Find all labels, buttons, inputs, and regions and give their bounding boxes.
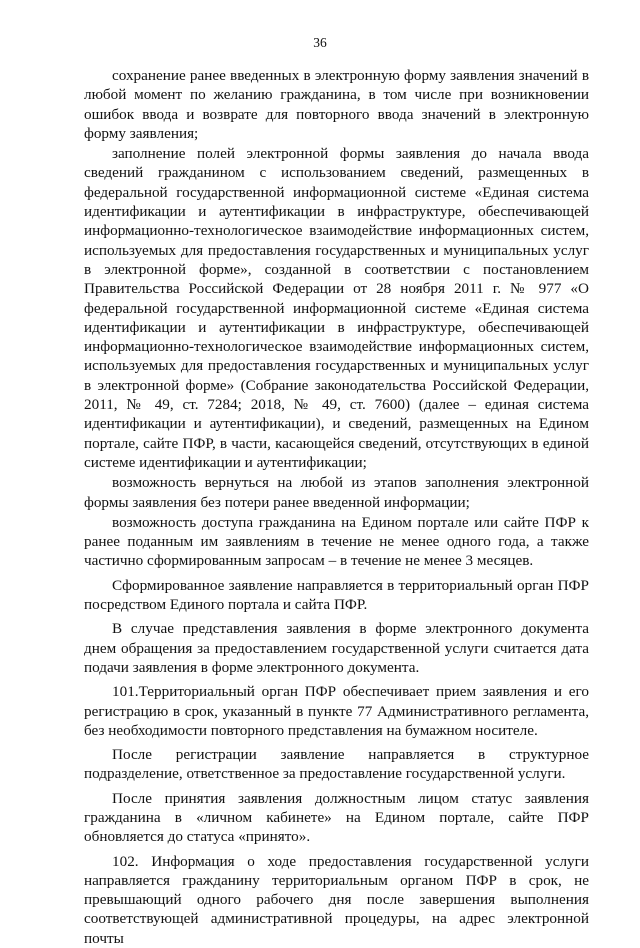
paragraph: 102. Информация о ходе предоставления государственной услуги направляется гражданину территориальным органом ПФР в срок, не превышающий одного рабочего дня после завершения выполнения соответствующей административной процедуры, на адрес электронной почты — [84, 852, 589, 947]
paragraph: возможность вернуться на любой из этапов заполнения электронной формы заявления без потери ранее введенной информации; — [84, 474, 589, 511]
paragraph: заполнение полей электронной формы заявления до начала ввода сведений гражданином с использованием сведений, размещенных в федеральной государственной информационной системе «Единая система идентификации и аутентификации в инфраструктуре, обеспечивающей информационно-технологическое взаимодействие информационных систем, используемых для предоставления государственных и муниципальных услуг в электронной форме», созданной в соответствии с постановлением Правительства Российской Федерации от 28 ноября 2011 г. № 977 «О федеральной государственной информационной системе «Единая система идентификации и аутентификации в инфраструктуре, обеспечивающей информационно-технологическое взаимодействие информационных систем, используемых для предоставления государственных и муниципальных услуг в электронной форме» (Собрание законодательства Российской Федерации, 2011, № 49, ст. 7284; 2018, № 49, ст. 7600) (далее – единая система идентификации и аутентификации), и сведений, размещенных на Едином портале, сайте ПФР, в части, касающейся сведений, отсутствующих в единой системе идентификации и аутентификации; — [84, 145, 589, 471]
paragraph: возможность доступа гражданина на Едином портале или сайте ПФР к ранее поданным им заявлениям в течение не менее одного года, а также частично сформированным запросам – в течение не менее 3 месяцев. — [84, 513, 589, 570]
paragraph: В случае представления заявления в форме электронного документа днем обращения за предоставлением государственной услуги считается дата подачи заявления в форме электронного документа. — [84, 620, 589, 676]
paragraph: сохранение ранее введенных в электронную форму заявления значений в любой момент по желанию гражданина, в том числе при возникновении ошибок ввода и возврате для повторного ввода значений в электронную форму заявления; — [84, 67, 589, 142]
paragraph: После принятия заявления должностным лицом статус заявления гражданина в «личном кабинете» на Едином портале, сайте ПФР обновляется до статуса «принято». — [84, 789, 589, 846]
document-body — [84, 66, 589, 948]
paragraph: 101.Территориальный орган ПФР обеспечивает прием заявления и его регистрацию в срок, указанный в пункте 77 Административного регламента, без необходимости повторного представления на бумажном носителе. — [84, 683, 589, 739]
page-number: 36 — [313, 35, 327, 50]
paragraph: Сформированное заявление направляется в территориальный орган ПФР посредством Единого портала и сайта ПФР. — [84, 576, 589, 614]
paragraph: После регистрации заявление направляется в структурное подразделение, ответственное за предоставление государственной услуги. — [84, 746, 589, 783]
